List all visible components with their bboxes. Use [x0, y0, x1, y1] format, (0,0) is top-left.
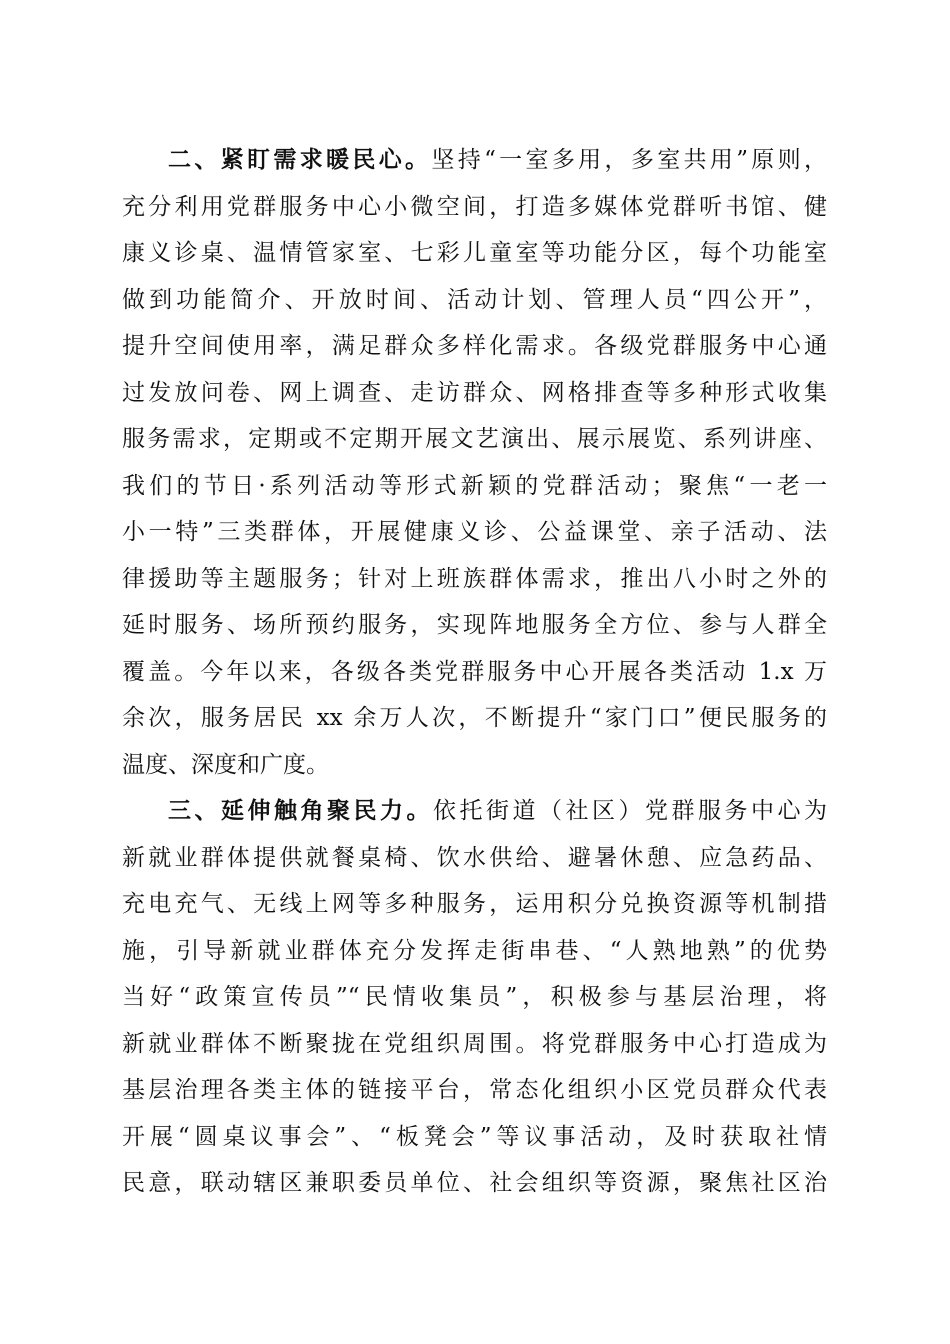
paragraph-2-line-2: 新就业群体提供就餐桌椅、饮水供给、避暑休憩、应急药品、 — [122, 844, 827, 871]
paragraph-1-line-13: 余次，服务居民 xx 余万人次，不断提升“家门口”便民服务的 — [122, 705, 827, 731]
paragraph-1-line-5: 提升空间使用率，满足群众多样化需求。各级党群服务中心通 — [122, 333, 827, 359]
paragraph-1-line-1 — [122, 137, 827, 184]
paragraph-1-line-8: 我们的节日·系列活动等形式新颖的党群活动；聚焦“一老一 — [122, 472, 827, 499]
paragraph-1-line-9: 小一特”三类群体，开展健康义诊、公益课堂、亲子活动、法 — [122, 519, 827, 545]
paragraph-2-line-1 — [122, 788, 827, 835]
paragraph-2-line-9: 民意，联动辖区兼职委员单位、社会组织等资源，聚焦社区治 — [122, 1170, 827, 1196]
paragraph-2-heading: 三、延伸触角聚民力。 — [168, 798, 433, 824]
paragraph-1-line-10: 律援助等主题服务；针对上班族群体需求，推出八小时之外的 — [122, 565, 827, 592]
paragraph-2-line-8: 开展“圆桌议事会”、“板凳会”等议事活动，及时获取社情 — [122, 1123, 827, 1150]
paragraph-1-line-4: 做到功能简介、开放时间、活动计划、管理人员“四公开”， — [122, 286, 827, 313]
paragraph-1-line-2: 充分利用党群服务中心小微空间，打造多媒体党群听书馆、健 — [122, 193, 827, 220]
paragraph-2-line-4: 施，引导新就业群体充分发挥走街串巷、“人熟地熟”的优势 — [122, 937, 827, 964]
paragraph-2-line-7: 基层治理各类主体的链接平台，常态化组织小区党员群众代表 — [122, 1077, 827, 1103]
paragraph-2-line-6: 新就业群体不断聚拢在党组织周围。将党群服务中心打造成为 — [122, 1030, 827, 1057]
paragraph-1-line-11: 延时服务、场所预约服务，实现阵地服务全方位、参与人群全 — [122, 612, 827, 638]
paragraph-1-heading: 二、紧盯需求暖民心。 — [168, 147, 432, 173]
document-body — [122, 137, 827, 1207]
paragraph-1-line-7: 服务需求，定期或不定期开展文艺演出、展示展览、系列讲座、 — [122, 426, 827, 452]
paragraph-2-line-3: 充电充气、无线上网等多种服务，运用积分兑换资源等机制措 — [122, 891, 827, 917]
paragraph-1-line-14: 温度、深度和广度。 — [122, 751, 329, 778]
paragraph-2-line-5: 当好“政策宣传员”“民情收集员”，积极参与基层治理，将 — [122, 984, 827, 1010]
paragraph-1-line-3: 康义诊桌、温情管家室、七彩儿童室等功能分区，每个功能室 — [122, 240, 827, 266]
paragraph-1-line-1-text: 坚持“一室多用，多室共用”原则， — [431, 147, 827, 173]
paragraph-1-line-6: 过发放问卷、网上调查、走访群众、网格排查等多种形式收集 — [122, 379, 827, 406]
paragraph-2-line-1-text: 依托街道（社区）党群服务中心为 — [433, 798, 827, 824]
paragraph-1-line-12: 覆盖。今年以来，各级各类党群服务中心开展各类活动 1.x 万 — [122, 658, 827, 685]
